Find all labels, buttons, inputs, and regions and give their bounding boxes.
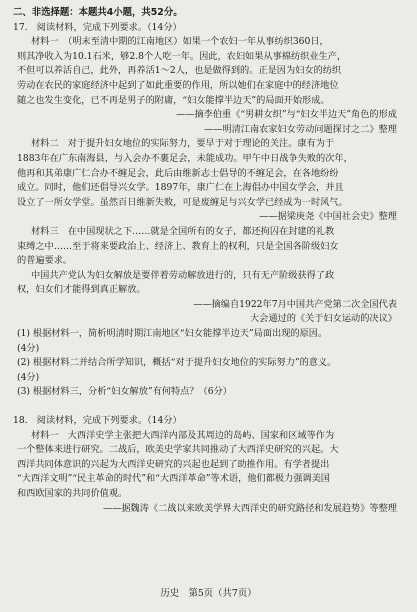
material-line: 他再和其弟康广仁合办不缠足会，此后由维新志士倡导的不缠足会，在各地纷纷 [17, 167, 339, 179]
material-source: ——明清江南农家妇女劳动问题探讨之二》整理 [204, 123, 397, 135]
material-line: 一个整体来进行研究。二战后，欧美史学家共同推动了大西洋史研究的兴起。大 [17, 444, 339, 456]
q17-questions [13, 327, 405, 400]
material-line: 束缚之中……至于将来要政治上、经济上、教育上的权利，只是全国各阶级妇女 [17, 240, 339, 252]
material-line: 则其净收入为10.1石米，够2.8个人吃一年。因此，农妇如果从事棉纺织业生产， [17, 50, 347, 62]
q18-material-1 [13, 429, 405, 517]
sub-question-points: (4分) [17, 371, 40, 383]
page-footer: 历史 第5页（共7页） [160, 588, 257, 600]
q17-material-3 [13, 225, 405, 327]
material-source: ——据魏涛《二战以来欧美学界大西洋史的研究路径和发展趋势》等整理 [103, 502, 397, 514]
q18-intro: 18. 阅读材料，完成下列要求。（14分） [13, 415, 182, 427]
material-line: 西洋共同体意识的兴起为大西洋史研究的兴起也起到了助推作用。有学者提出 [17, 458, 330, 470]
material-line: 权，妇女们才能得到真正解放。 [17, 284, 146, 296]
material-line: 中国共产党认为妇女解放是要伴着劳动解放进行的，只有无产阶级获得了政 [31, 269, 335, 281]
question-17 [13, 21, 405, 400]
material-line: “大西洋文明”“民主革命的时代”和“大西洋革命”等术语，他们都极力强调美国 [17, 473, 330, 485]
question-18 [13, 414, 405, 516]
material-source: ——摘李伯重《“男耕女织”与“妇女半边天”角色的形成 [176, 109, 397, 121]
sub-question-points: (4分) [17, 342, 40, 354]
sub-question: (2) 根据材料二并结合所学知识，概括“对于提升妇女地位的实际努力”的意义。 [17, 357, 337, 369]
material-line: 的普遍要求。 [17, 255, 73, 267]
material-source: ——摘编自1922年7月中国共产党第二次全国代表 [193, 298, 397, 310]
material-source: 大会通过的《关于妇女运动的决议》 [250, 313, 397, 325]
material-line: 劳动在农民的家庭经济中起到了如此重要的作用，所以她们在家庭中的经济地位 [17, 79, 339, 91]
q17-intro: 17. 阅读材料，完成下列要求。（14分） [13, 21, 182, 33]
material-line: 和西欧国家的共同价值观。 [17, 488, 128, 499]
material-source: ——据梁庚尧《中国社会史》整理 [259, 211, 397, 223]
material-line: 成立。同时，他们还倡导兴女学。1897年，康广仁在上海倡办中国女学会，并且 [17, 182, 344, 194]
material-line: 1883年在广东南海县，与入会办不裹足会，未能成功。甲午中日战争失败的次年， [17, 152, 353, 164]
material-line: 随之也发生变化，已不再是男子的附庸，“妇女能撑半边天”的局面开始形成。 [17, 94, 330, 106]
sub-question: (1) 根据材料一，简析明清时期江南地区“妇女能撑半边天”局面出现的原因。 [17, 328, 328, 340]
material-line: 设立了一所女学堂。虽然百日维新失败，可是废缠足与兴女学已经成为一时风气。 [17, 196, 348, 208]
section-heading: 二、非选择题：本题共4小题，共52分。 [13, 7, 183, 18]
material-line: 材料一 （明末至清中期的江南地区）如果一个农妇一年从事纺织360日， [31, 36, 329, 48]
material-line: 不但可以养活自己，此外，再养活1～2人，也是做得到的。正是因为妇女的纺织 [17, 65, 342, 77]
q17-material-1 [13, 35, 405, 137]
material-line: 材料三 在中国现状之下……就是全国所有的女子，都还拘囚在封建的礼教 [31, 225, 335, 237]
q17-material-2 [13, 137, 405, 225]
material-line: 材料一 大西洋史学主张把大西洋内部及其周边的岛屿、国家和区域等作为 [31, 429, 335, 441]
sub-question: (3) 根据材料三，分析“妇女解放”有何特点？（6分） [17, 386, 232, 398]
material-line: 材料二 对于提升妇女地位的实际努力，要早于对于理论的关注。康有为于 [31, 138, 335, 150]
